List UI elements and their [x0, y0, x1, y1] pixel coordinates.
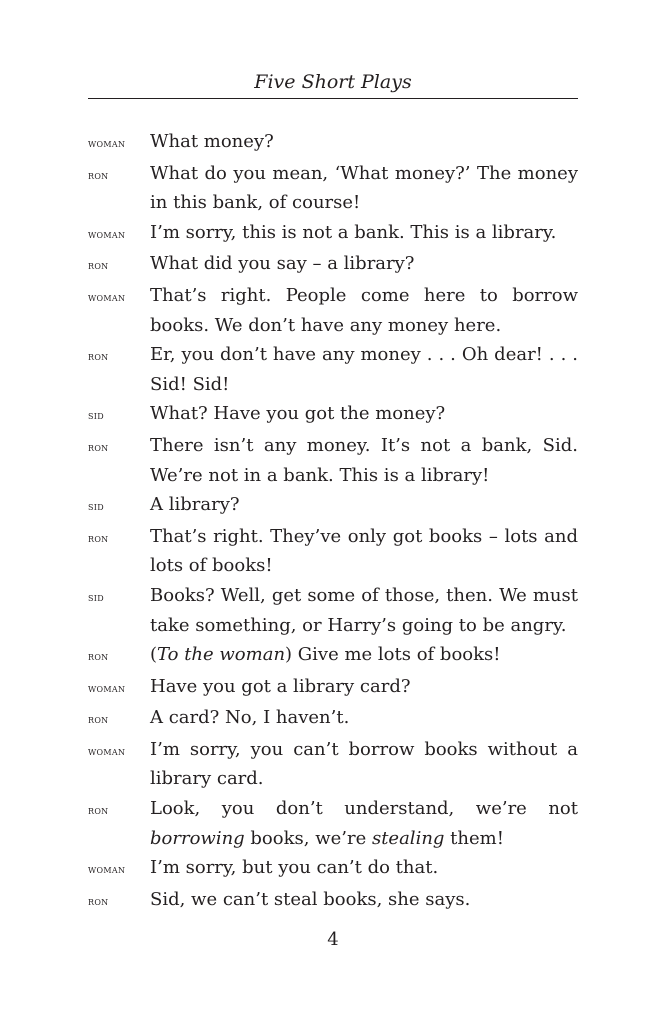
speaker-name: ron: [88, 259, 109, 273]
speaker-name: ron: [88, 350, 109, 364]
speaker-name: woman: [88, 681, 126, 695]
speaker-name: ron: [88, 168, 109, 182]
dialogue-line: [88, 794, 578, 853]
speaker-name: sid: [88, 500, 104, 514]
speech-text: [150, 490, 578, 520]
speech-segment: There isn’t any money. It’s not a bank, Sid. We’re not in a bank. This is a library!: [150, 434, 578, 486]
dialogue-line: [88, 399, 578, 431]
speech-text: [150, 703, 578, 733]
speech-segment: ) Give me lots of books!: [285, 644, 501, 666]
speech-segment: What do you mean, ‘What money?’ The money in this bank, of course!: [150, 162, 578, 214]
speaker-name: woman: [88, 863, 126, 877]
speaker-name: sid: [88, 409, 104, 423]
speech-segment: Look, you don’t understand, we’re not: [150, 798, 578, 820]
speech-emphasis: borrowing: [150, 827, 245, 849]
speaker-name: ron: [88, 650, 109, 664]
page-number: 4: [327, 929, 339, 950]
speech-segment: What did you say – a library?: [150, 253, 415, 275]
speech-text: [150, 340, 578, 399]
speaker-name: ron: [88, 894, 109, 908]
script-body: [88, 127, 578, 916]
speech-segment: A card? No, I haven’t.: [150, 707, 350, 729]
speech-text: [150, 640, 578, 670]
speech-text: [150, 794, 578, 853]
speaker-name: ron: [88, 804, 109, 818]
dialogue-line: [88, 249, 578, 281]
speech-text: [150, 249, 578, 279]
dialogue-line: [88, 340, 578, 399]
dialogue-line: [88, 281, 578, 340]
speech-segment: That’s right. They’ve only got books – lots and lots of books!: [150, 525, 578, 577]
speaker-name: woman: [88, 744, 126, 758]
speech-text: [150, 522, 578, 581]
speech-text: [150, 127, 578, 157]
speech-segment: Have you got a library card?: [150, 675, 411, 697]
dialogue-line: [88, 853, 578, 885]
speech-emphasis: stealing: [371, 827, 445, 849]
speech-text: [150, 281, 578, 340]
dialogue-line: [88, 127, 578, 159]
speech-emphasis: To the woman: [157, 644, 286, 666]
speech-text: [150, 581, 578, 640]
speaker-name: ron: [88, 713, 109, 727]
speech-segment: A library?: [150, 494, 240, 516]
speaker-name: ron: [88, 440, 109, 454]
speech-segment: I’m sorry, but you can’t do that.: [150, 857, 439, 879]
speaker-name: ron: [88, 531, 109, 545]
speech-segment: (: [150, 644, 158, 666]
dialogue-line: [88, 640, 578, 672]
header-rule: [88, 98, 578, 99]
speech-segment: Sid, we can’t steal books, she says.: [150, 888, 471, 910]
speech-text: [150, 218, 578, 248]
dialogue-line: [88, 522, 578, 581]
speech-segment: Er, you don’t have any money . . . Oh dear! . . . Sid! Sid!: [150, 344, 578, 395]
speaker-name: woman: [88, 137, 126, 150]
dialogue-line: [88, 490, 578, 522]
dialogue-line: [88, 672, 578, 704]
speech-segment: What money?: [150, 131, 274, 152]
speech-text: [150, 431, 578, 490]
speaker-name: woman: [88, 227, 126, 241]
speech-segment: What? Have you got the money?: [150, 403, 446, 425]
speech-text: [150, 885, 578, 915]
speech-text: [150, 159, 578, 218]
speaker-name: woman: [88, 290, 126, 304]
speech-segment: I’m sorry, you can’t borrow books without a library card.: [150, 738, 578, 790]
speech-text: [150, 672, 578, 702]
dialogue-line: [88, 703, 578, 735]
speech-segment: Books? Well, get some of those, then. We must take something, or Harry’s going to be angry.: [150, 584, 578, 636]
speech-text: [150, 399, 578, 429]
dialogue-line: [88, 159, 578, 218]
speech-text: [150, 853, 578, 883]
dialogue-line: [88, 431, 578, 490]
speaker-name: sid: [88, 590, 104, 604]
speech-segment: books, we’re: [244, 827, 372, 849]
dialogue-line: [88, 581, 578, 640]
dialogue-line: [88, 885, 578, 917]
running-head: Five Short Plays: [254, 71, 412, 93]
speech-segment: That’s right. People come here to borrow books. We don’t have any money here.: [150, 284, 578, 336]
speech-segment: I’m sorry, this is not a bank. This is a library.: [150, 221, 557, 243]
speech-text: [150, 735, 578, 794]
dialogue-line: [88, 218, 578, 250]
dialogue-line: [88, 735, 578, 794]
speech-segment: them!: [444, 827, 504, 849]
